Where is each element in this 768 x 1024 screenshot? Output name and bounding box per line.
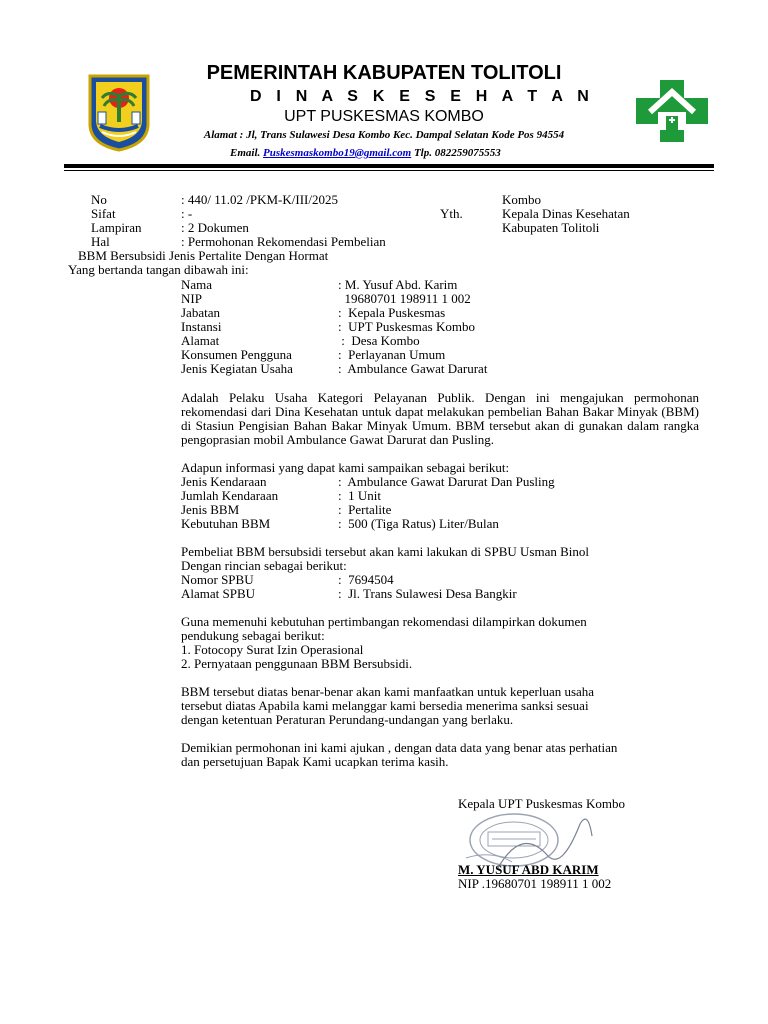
spbu-value: : Jl. Trans Sulawesi Desa Bangkir: [338, 586, 517, 601]
spbu-label: Nomor SPBU: [181, 572, 254, 587]
identity-label: Jabatan: [181, 305, 220, 320]
vehicle-label: Jenis Kendaraan: [181, 474, 267, 489]
attachment-item: 2. Pernyataan penggunaan BBM Bersubsidi.: [181, 656, 413, 671]
identity-value: : Perlayanan Umum: [338, 347, 446, 362]
closing-line: tersebut diatas Apabila kami melanggar kami bersedia menerima sanksi sesuai: [181, 698, 589, 713]
email-link[interactable]: Puskesmaskombo19@gmail.com: [263, 147, 412, 159]
letterhead-unit: UPT PUSKESMAS KOMBO: [284, 108, 484, 125]
identity-value: : M. Yusuf Abd. Karim: [338, 277, 458, 292]
recipient-place: Kombo: [502, 192, 541, 207]
letterhead-address: Alamat : Jl, Trans Sulawesi Desa Kombo Kec. Dampal Selatan Kode Pos 94554: [203, 129, 565, 141]
identity-label: Jenis Kegiatan Usaha: [181, 361, 293, 376]
spbu-intro-2: Dengan rincian sebagai berikut:: [181, 558, 347, 573]
letterhead-title: PEMERINTAH KABUPATEN TOLITOLI: [206, 62, 562, 84]
identity-value: : Ambulance Gawat Darurat: [338, 361, 488, 376]
identity-label: Konsumen Pengguna: [181, 347, 292, 362]
signatory-name: M. YUSUF ABD KARIM: [458, 862, 599, 877]
vehicle-value: : 1 Unit: [338, 488, 381, 503]
vehicle-value: : Ambulance Gawat Darurat Dan Pusling: [338, 474, 555, 489]
closing-line: dan persetujuan Bapak Kami ucapkan terima kasih.: [181, 754, 449, 769]
no-label: No: [91, 192, 107, 207]
signatory-nip: NIP .19680701 198911 1 002: [458, 876, 612, 891]
spbu-label: Alamat SPBU: [181, 586, 256, 601]
subject-continuation: BBM Bersubsidi Jenis Pertalite Dengan Hormat: [78, 248, 329, 263]
letterhead-department: D I N A S K E S E H A T A N: [250, 88, 594, 105]
vehicle-value: : 500 (Tiga Ratus) Liter/Bulan: [338, 516, 499, 531]
vehicle-label: Jenis BBM: [181, 502, 240, 517]
intro-text: Yang bertanda tangan dibawah ini:: [68, 262, 249, 277]
attachment-intro: Guna memenuhi kebutuhan pertimbangan rekomendasi dilampirkan dokumen: [181, 614, 587, 629]
sifat-label: Sifat: [91, 206, 116, 221]
closing-line: dengan ketentuan Peraturan Perundang-undangan yang berlaku.: [181, 712, 514, 727]
phone-text: Tlp. 082259075553: [413, 147, 501, 159]
no-value: : 440/ 11.02 /PKM-K/III/2025: [181, 192, 338, 207]
spbu-value: : 7694504: [338, 572, 394, 587]
identity-value: : UPT Puskesmas Kombo: [338, 319, 475, 334]
lampiran-value: : 2 Dokumen: [181, 220, 249, 235]
recipient-line-2: Kabupaten Tolitoli: [502, 220, 600, 235]
recipient-line-1: Kepala Dinas Kesehatan: [502, 206, 630, 221]
vehicle-value: : Pertalite: [338, 502, 392, 517]
info-intro: Adapun informasi yang dapat kami sampaikan sebagai berikut:: [181, 460, 510, 475]
vehicle-label: Jumlah Kendaraan: [181, 488, 279, 503]
spbu-intro: Pembeliat BBM bersubsidi tersebut akan kami lakukan di SPBU Usman Binol: [181, 544, 590, 559]
header-divider: [64, 164, 714, 168]
sifat-value: : -: [181, 206, 193, 221]
attachment-item: 1. Fotocopy Surat Izin Operasional: [181, 642, 364, 657]
vehicle-label: Kebutuhan BBM: [181, 516, 271, 531]
attachment-intro-2: pendukung sebagai berikut:: [181, 628, 325, 643]
identity-label: Nama: [181, 277, 213, 292]
signatory-title: Kepala UPT Puskesmas Kombo: [458, 796, 625, 811]
identity-value: : Desa Kombo: [338, 333, 420, 348]
identity-value: : Kepala Puskesmas: [338, 305, 446, 320]
letterhead-contact: [230, 147, 501, 159]
recipient-yth: Yth.: [440, 206, 463, 221]
lampiran-label: Lampiran: [91, 220, 142, 235]
identity-label: Instansi: [181, 319, 222, 334]
identity-label: Alamat: [181, 333, 220, 348]
body-paragraph: Adalah Pelaku Usaha Kategori Pelayanan Publik. Dengan ini mengajukan permohonan rekomendasi dari Dina Kesehatan untuk dapat melakukan pembelian Bahan Bakar Minyak (BBM) di Stasiun Pengisian Bahan Bakar Minyak Umum. BBM tersebut akan di gunakan dalam rangka pengoprasian mobil Ambulance Gawat Darurat dan Pusling.: [181, 390, 699, 447]
header-divider-thin: [64, 170, 714, 171]
closing-line: Demikian permohonan ini kami ajukan , dengan data data yang benar atas perhatian: [181, 740, 618, 755]
identity-label: NIP: [181, 291, 202, 306]
closing-line: BBM tersebut diatas benar-benar akan kami manfaatkan untuk keperluan usaha: [181, 684, 595, 699]
identity-value: 19680701 198911 1 002: [338, 291, 471, 306]
hal-label: Hal: [91, 234, 110, 249]
hal-value: : Permohonan Rekomendasi Pembelian: [181, 234, 386, 249]
email-label: Email.: [230, 147, 261, 159]
